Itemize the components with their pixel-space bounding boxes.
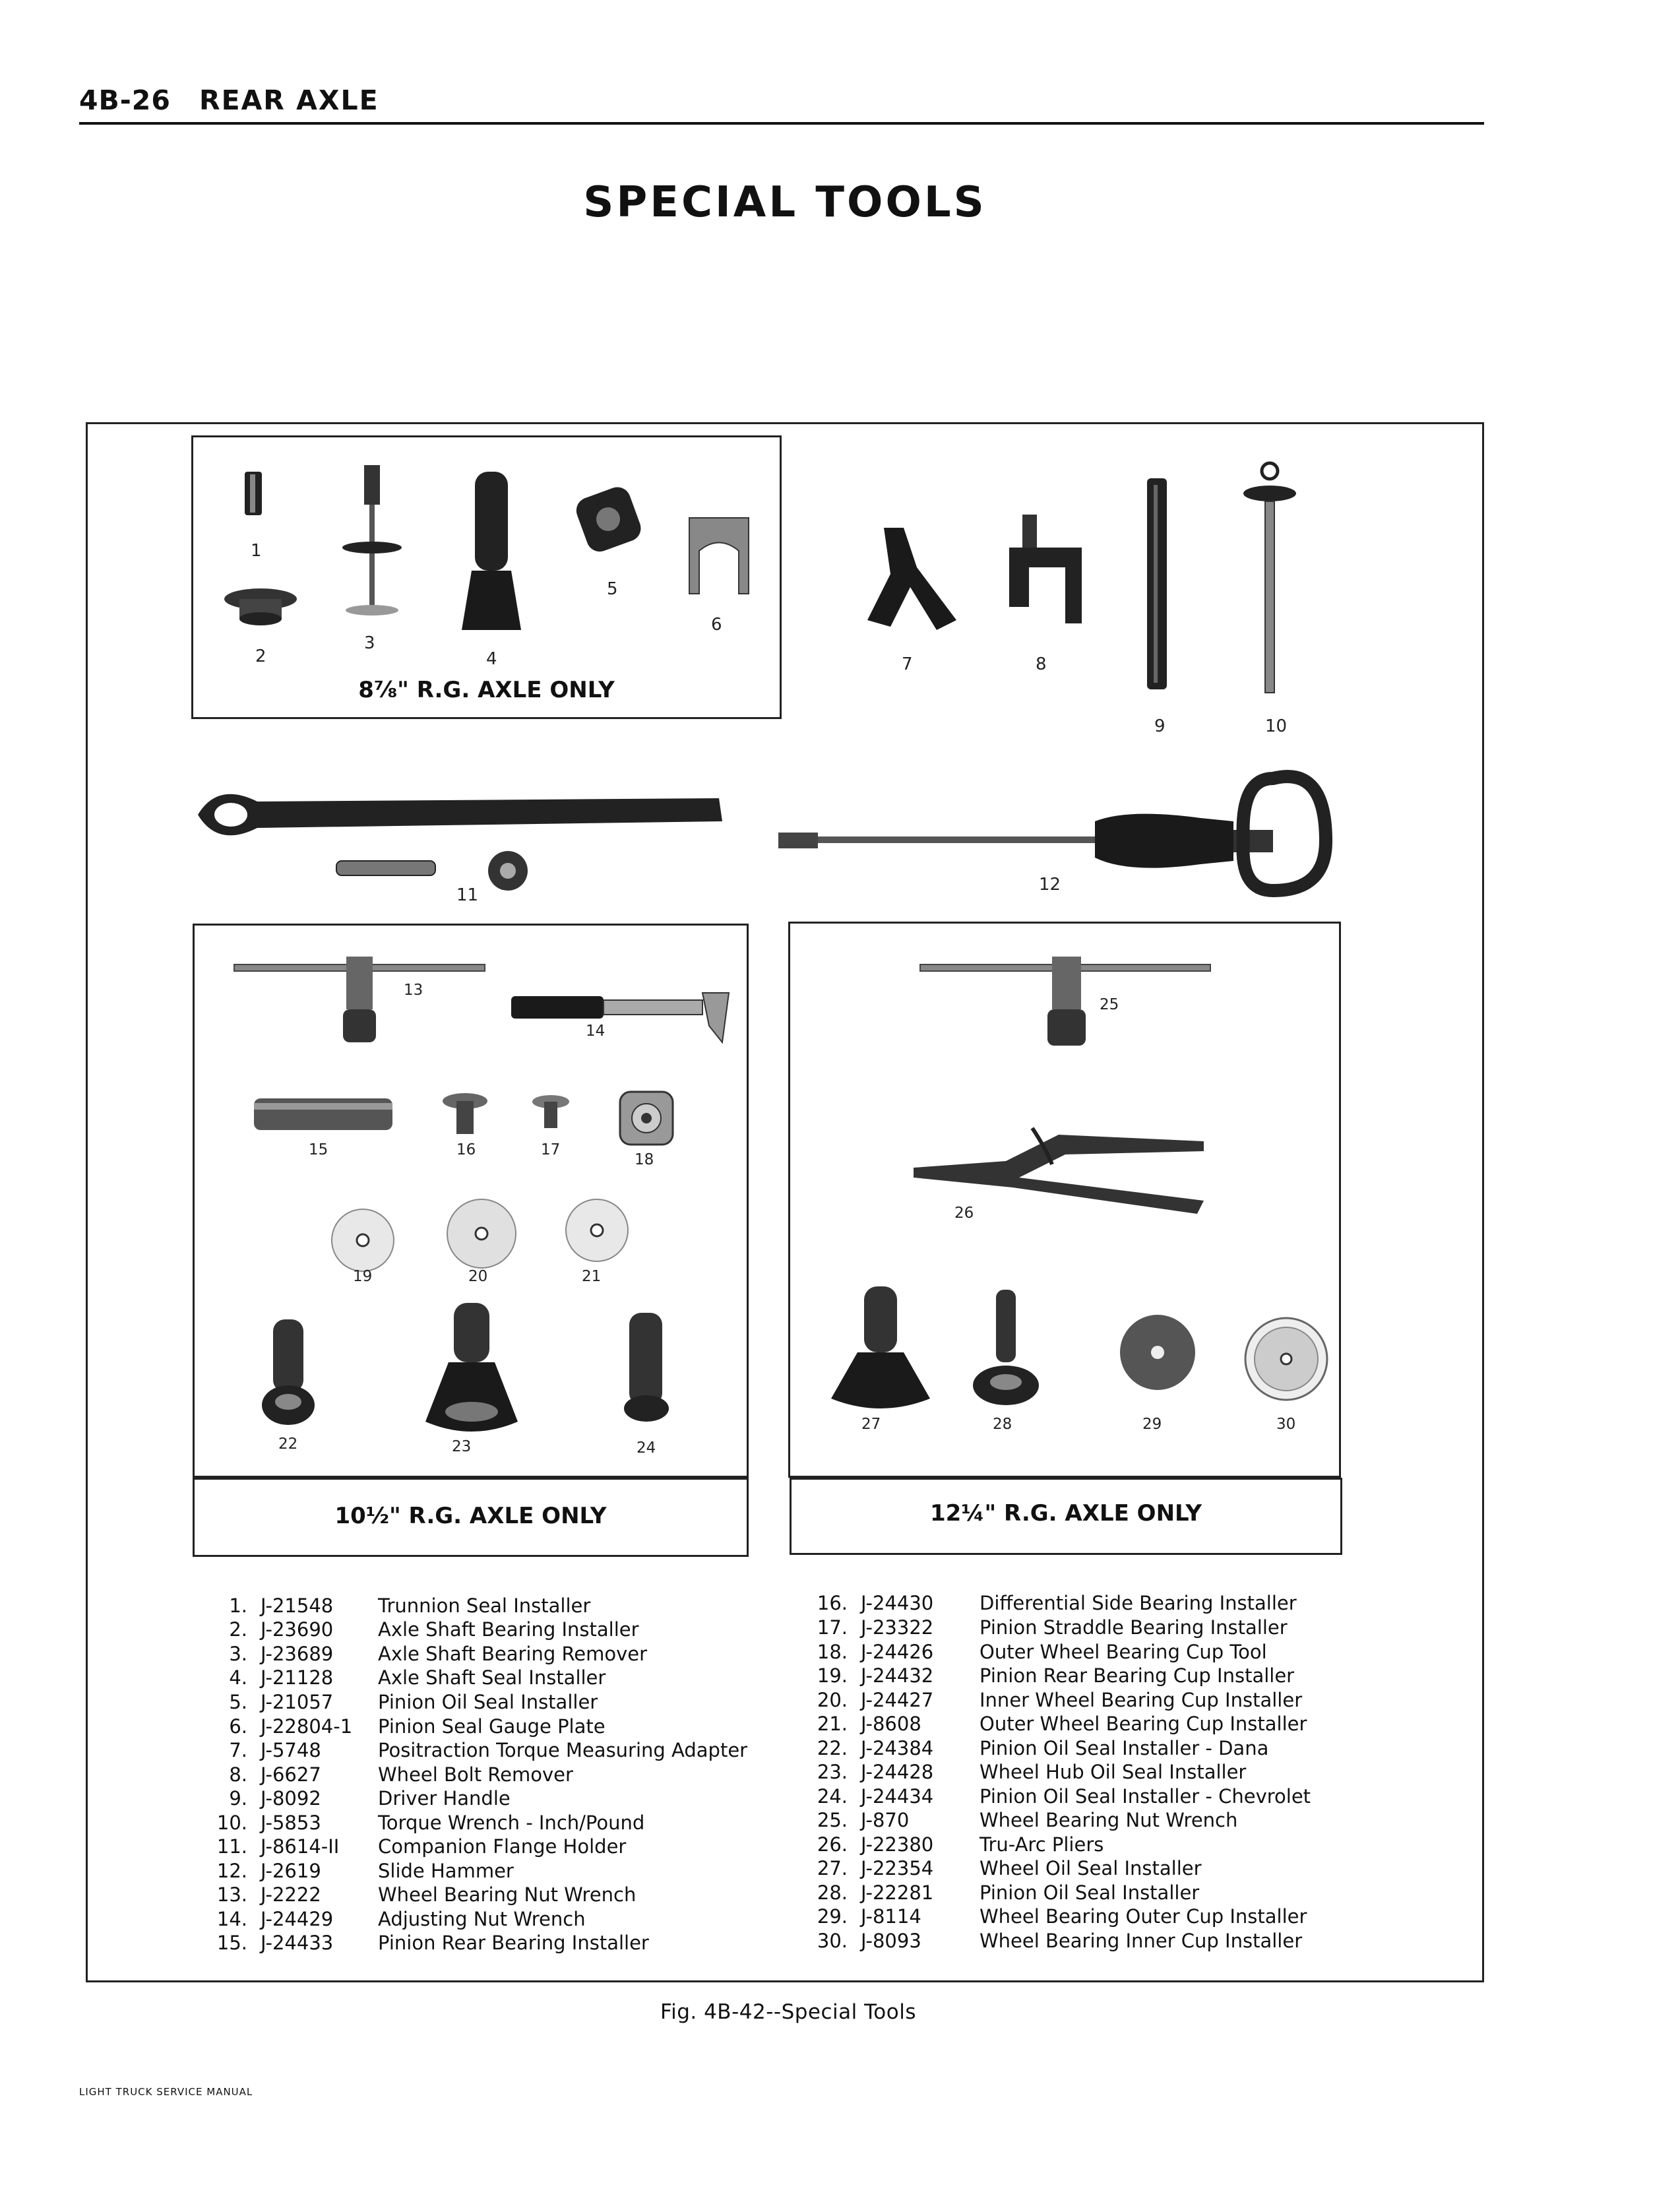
legend-num: 3.	[229, 1643, 247, 1665]
legend-num: 10.	[216, 1812, 247, 1834]
legend-name: Axle Shaft Seal Installer	[378, 1666, 606, 1689]
section-title: REAR AXLE	[199, 84, 379, 116]
callout-11: 11	[456, 885, 479, 905]
legend-code: J-24428	[861, 1761, 934, 1783]
legend-name: Pinion Seal Gauge Plate	[378, 1715, 606, 1738]
tool-5-illustration	[574, 485, 646, 557]
callout-26: 26	[954, 1205, 974, 1222]
legend-code: J-21057	[261, 1691, 334, 1713]
callout-1: 1	[251, 541, 262, 561]
legend-name: Positraction Torque Measuring Adapter	[378, 1739, 748, 1761]
callout-2: 2	[255, 647, 266, 666]
legend-code: J-24429	[261, 1908, 334, 1930]
tool-9-illustration	[1144, 478, 1171, 696]
legend-name: Pinion Oil Seal Installer	[378, 1691, 598, 1713]
legend-name: Axle Shaft Bearing Installer	[378, 1618, 639, 1641]
legend-name: Inner Wheel Bearing Cup Installer	[980, 1689, 1303, 1711]
callout-5: 5	[607, 579, 618, 599]
tool-4-illustration	[449, 472, 534, 630]
legend-name: Pinion Oil Seal Installer	[980, 1881, 1200, 1904]
header-rule	[79, 122, 1484, 125]
legend-num: 8.	[229, 1763, 247, 1786]
legend-name: Pinion Oil Seal Installer - Dana	[980, 1737, 1269, 1759]
page-number: 4B-26	[79, 84, 171, 116]
tool-15-illustration	[254, 1095, 392, 1135]
legend-num: 27.	[817, 1857, 848, 1879]
tool-17-illustration	[531, 1094, 571, 1133]
callout-8: 8	[1036, 654, 1047, 674]
legend-code: J-24430	[861, 1592, 934, 1614]
legend-num: 14.	[216, 1908, 247, 1930]
legend-code: J-23322	[861, 1616, 934, 1639]
callout-25: 25	[1100, 996, 1119, 1013]
tool-8-illustration	[1003, 515, 1102, 627]
tool-21-illustration	[564, 1197, 630, 1263]
legend-code: J-24432	[861, 1664, 934, 1687]
box-label-8-7-8: 8⅞" R.G. AXLE ONLY	[358, 677, 615, 703]
legend-code: J-8614-II	[261, 1835, 340, 1858]
legend-name: Wheel Bearing Outer Cup Installer	[980, 1905, 1307, 1928]
legend-code: J-22354	[861, 1857, 934, 1879]
tool-2-illustration	[221, 587, 300, 633]
tool-11-parts-illustration	[336, 848, 534, 900]
legend-code: J-24384	[861, 1737, 934, 1759]
callout-22: 22	[278, 1435, 298, 1453]
legend-num: 5.	[229, 1691, 247, 1713]
box-label-10-1-2: 10½" R.G. AXLE ONLY	[334, 1503, 607, 1529]
legend-num: 29.	[817, 1905, 848, 1928]
tool-27-illustration	[828, 1286, 933, 1412]
callout-27: 27	[861, 1416, 881, 1433]
legend-name: Pinion Rear Bearing Cup Installer	[980, 1664, 1295, 1687]
legend-num: 11.	[216, 1835, 247, 1858]
callout-17: 17	[541, 1141, 561, 1158]
legend-num: 22.	[817, 1737, 848, 1759]
tool-14-illustration	[511, 990, 729, 1049]
legend-code: J-8092	[261, 1787, 321, 1810]
legend-name: Wheel Bolt Remover	[378, 1763, 573, 1786]
legend-name: Driver Handle	[378, 1787, 511, 1810]
legend-num: 28.	[817, 1881, 848, 1904]
callout-4: 4	[486, 649, 497, 669]
legend-code: J-22804-1	[261, 1715, 353, 1738]
tool-6-illustration	[686, 518, 752, 597]
tool-12-slide-hammer-illustration	[778, 759, 1326, 891]
legend-code: J-8093	[861, 1930, 921, 1952]
legend-num: 16.	[817, 1592, 848, 1614]
legend-code: J-21548	[261, 1594, 334, 1617]
callout-15: 15	[309, 1141, 328, 1158]
callout-7: 7	[902, 654, 913, 674]
tool-1-illustration	[241, 472, 267, 518]
callout-30: 30	[1276, 1416, 1296, 1433]
legend-code: J-24426	[861, 1641, 934, 1663]
legend-code: J-21128	[261, 1666, 334, 1689]
figure-caption: Fig. 4B-42--Special Tools	[660, 2000, 916, 2024]
tool-19-illustration	[330, 1207, 396, 1273]
tool-20-illustration	[445, 1197, 518, 1270]
legend-name: Companion Flange Holder	[378, 1835, 627, 1858]
callout-29: 29	[1142, 1416, 1162, 1433]
legend-code: J-23690	[261, 1618, 334, 1641]
legend-num: 21.	[817, 1713, 848, 1735]
legend-num: 24.	[817, 1785, 848, 1808]
legend-name: Outer Wheel Bearing Cup Installer	[980, 1713, 1307, 1735]
callout-24: 24	[637, 1439, 656, 1457]
legend-name: Wheel Bearing Inner Cup Installer	[980, 1930, 1303, 1952]
legend-num: 13.	[216, 1883, 247, 1906]
tool-13-illustration	[234, 957, 485, 1042]
legend-num: 1.	[229, 1594, 247, 1617]
callout-13: 13	[404, 982, 423, 999]
legend-name: Slide Hammer	[378, 1860, 514, 1882]
legend-code: J-870	[861, 1809, 910, 1831]
callout-10: 10	[1265, 716, 1288, 736]
legend-code: J-24433	[261, 1932, 334, 1954]
legend-code: J-24434	[861, 1785, 934, 1808]
legend-name: Pinion Straddle Bearing Installer	[980, 1616, 1288, 1639]
legend-name: Adjusting Nut Wrench	[378, 1908, 586, 1930]
tool-24-illustration	[620, 1313, 673, 1425]
tool-28-illustration	[970, 1290, 1042, 1412]
legend-name: Wheel Oil Seal Installer	[980, 1857, 1202, 1879]
legend-num: 15.	[216, 1932, 247, 1954]
legend-num: 4.	[229, 1666, 247, 1689]
callout-21: 21	[582, 1268, 602, 1285]
legend-num: 17.	[817, 1616, 848, 1639]
legend-code: J-24427	[861, 1689, 934, 1711]
callout-6: 6	[711, 615, 722, 635]
legend-name: Tru-Arc Pliers	[980, 1833, 1104, 1856]
legend-num: 30.	[817, 1930, 848, 1952]
legend-name: Axle Shaft Bearing Remover	[378, 1643, 648, 1665]
tool-10-illustration	[1240, 462, 1299, 699]
legend-code: J-5748	[261, 1739, 321, 1761]
tool-23-illustration	[422, 1303, 521, 1435]
legend-code: J-6627	[261, 1763, 321, 1786]
legend-num: 12.	[216, 1860, 247, 1882]
legend-num: 18.	[817, 1641, 848, 1663]
callout-16: 16	[456, 1141, 476, 1158]
tool-18-illustration	[617, 1088, 676, 1148]
callout-20: 20	[468, 1268, 488, 1285]
legend-num: 23.	[817, 1761, 848, 1783]
callout-3: 3	[364, 633, 375, 653]
callout-23: 23	[452, 1438, 472, 1455]
legend-code: J-22380	[861, 1833, 934, 1856]
callout-12: 12	[1039, 875, 1061, 895]
page-title: SPECIAL TOOLS	[583, 178, 987, 227]
tool-16-illustration	[442, 1092, 488, 1138]
callout-14: 14	[586, 1023, 606, 1040]
legend-name: Trunnion Seal Installer	[378, 1594, 591, 1617]
legend-num: 26.	[817, 1833, 848, 1856]
callout-19: 19	[353, 1268, 373, 1285]
legend-name: Torque Wrench - Inch/Pound	[378, 1812, 645, 1834]
legend-num: 2.	[229, 1618, 247, 1641]
legend-code: J-2619	[261, 1860, 321, 1882]
legend-code: J-8114	[861, 1905, 921, 1928]
tool-29-illustration	[1118, 1313, 1197, 1392]
tool-3-illustration	[336, 465, 409, 617]
legend-num: 9.	[229, 1787, 247, 1810]
legend-name: Differential Side Bearing Installer	[980, 1592, 1297, 1614]
callout-9: 9	[1154, 716, 1166, 736]
legend-code: J-5853	[261, 1812, 321, 1834]
box-label-12-1-4: 12¼" R.G. AXLE ONLY	[929, 1500, 1202, 1527]
legend-name: Wheel Bearing Nut Wrench	[378, 1883, 637, 1906]
tool-7-illustration	[864, 528, 963, 633]
legend-code: J-22281	[861, 1881, 934, 1904]
legend-num: 25.	[817, 1809, 848, 1831]
legend-num: 6.	[229, 1715, 247, 1738]
legend-code: J-2222	[261, 1883, 321, 1906]
legend-name: Wheel Hub Oil Seal Installer	[980, 1761, 1247, 1783]
callout-28: 28	[993, 1416, 1012, 1433]
footer-text: LIGHT TRUCK SERVICE MANUAL	[79, 2086, 253, 2098]
legend-name: Outer Wheel Bearing Cup Tool	[980, 1641, 1267, 1663]
legend-num: 20.	[817, 1689, 848, 1711]
legend-name: Pinion Rear Bearing Installer	[378, 1932, 649, 1954]
tool-30-illustration	[1243, 1316, 1329, 1402]
tool-22-illustration	[259, 1319, 318, 1432]
legend-num: 7.	[229, 1739, 247, 1761]
tool-11-wrench-illustration	[198, 782, 726, 848]
legend-name: Wheel Bearing Nut Wrench	[980, 1809, 1238, 1831]
legend-code: J-23689	[261, 1643, 334, 1665]
callout-18: 18	[635, 1151, 654, 1168]
legend-code: J-8608	[861, 1713, 921, 1735]
tool-25-illustration	[920, 957, 1210, 1049]
legend-name: Pinion Oil Seal Installer - Chevrolet	[980, 1785, 1311, 1808]
legend-num: 19.	[817, 1664, 848, 1687]
